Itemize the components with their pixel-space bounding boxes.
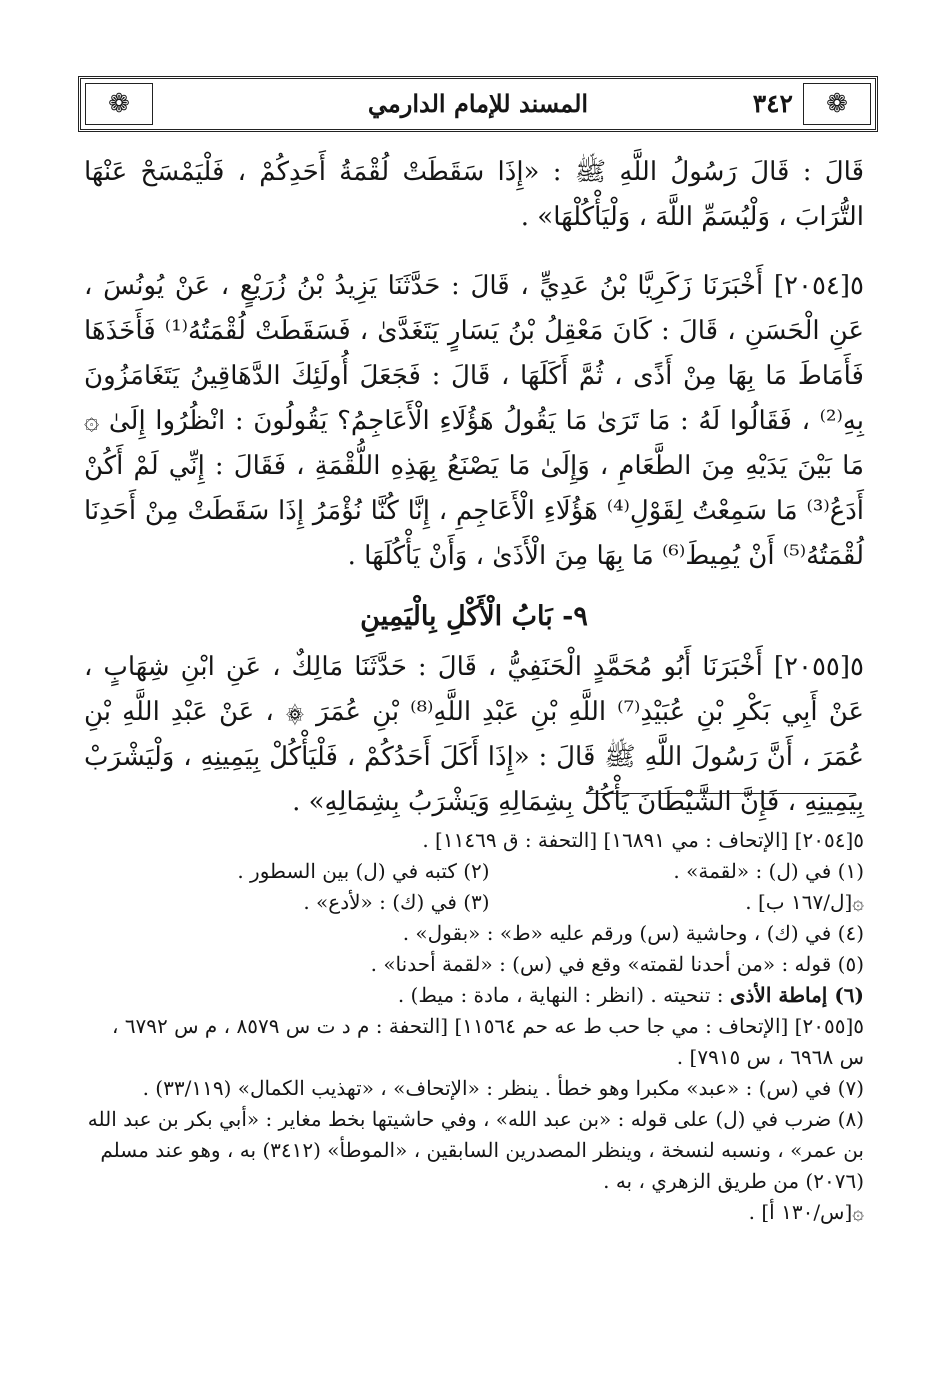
- footnote-6-term: (٦) إماطة الأذى: [729, 983, 864, 1007]
- footnote-2054-ref: ٥[٢٠٥٤] [الإتحاف : مي ١٦٨٩١] [التحفة : ق ١١٤٦٩] .: [422, 828, 864, 852]
- footnote-6-text: : تنحيته . (انظر : النهاية ، مادة : ميط) .: [397, 983, 724, 1007]
- footnote-5: (٥) قوله : «من أحدنا لقمته» وقع في (س) : «لقمة أحدنا» .: [370, 952, 864, 976]
- footnote-divider: [586, 793, 856, 794]
- main-text: [84, 150, 864, 825]
- footnote-7: (٧) في (س) : «عبد» مكبرا وهو خطأ . ينظر : «الإتحاف» ، «تهذيب الكمال» (٣٣/١١٩) .: [142, 1076, 864, 1100]
- manuscript-marker: ۞[س/١٣٠ أ] .: [748, 1200, 864, 1224]
- page-header: [78, 76, 878, 132]
- footnotes: [84, 825, 864, 1228]
- footnote-3: (٣) في (ك) : «لأدع» .: [303, 890, 490, 914]
- continuation-paragraph: قَالَ : قَالَ رَسُولُ اللَّهِ ﷺ : «إِذَا سَقَطَتْ لُقْمَةُ أَحَدِكُمْ ، فَلْيَمْسَحْ عَنْهَا التُّرَابَ ، وَلْيُسَمِّ اللَّهَ ، وَلْيَأْكُلْهَا» .: [84, 157, 864, 232]
- book-title: المسند للإمام الدارمي: [367, 89, 589, 118]
- footnote-2055-ref: ٥[٢٠٥٥] [الإتحاف : مي جا حب ط عه حم ١١٥٦٤] [التحفة : م د ت س ٨٥٧٩ ، م س ٦٧٩٢ ، س ٦٩٦٨ ، س ٧٩١٥] .: [112, 1014, 864, 1069]
- footnote-8: (٨) ضرب في (ل) على قوله : «بن عبد الله» ، وفي حاشيتها بخط مغاير : «أبي بكر بن عبد الله بن عمر» ، ونسبه لنسخة ، وينظر المصدرين السابقين ، «الموطأ» (٣٤١٢) به ، وهو عند مسلم (٢٠٧٦) من طريق الزهري ، به .: [87, 1107, 864, 1193]
- hadith-2054: ٥[٢٠٥٤] أَخْبَرَنَا زَكَرِيَّا بْنُ عَدِيٍّ ، قَالَ : حَدَّثَنَا يَزِيدُ بْنُ زُرَيْعٍ ، عَنْ يُونُسَ ، عَنِ الْحَسَنِ ، قَالَ : كَانَ مَعْقِلُ بْنُ يَسَارٍ يَتَغَدَّىٰ ، فَسَقَطَتْ لُقْمَتُهُ⁽¹⁾ فَأَخَذَهَا فَأَمَاطَ مَا بِهَا مِنْ أَذًى ، ثُمَّ أَكَلَهَا ، قَالَ : فَجَعَلَ أُولَئِكَ الدَّهَاقِينُ يَتَغَامَزُونَ بِهِ⁽²⁾ ، فَقَالُوا لَهُ : مَا تَرَىٰ مَا يَقُولُ هَؤُلَاءِ الْأَعَاجِمُ؟ يَقُولُونَ : انْظُرُوا إِلَىٰ ۞ مَا بَيْنَ يَدَيْهِ مِنَ الطَّعَامِ ، وَإِلَىٰ مَا يَصْنَعُ بِهَذِهِ اللُّقْمَةِ ، فَقَالَ : إِنِّي لَمْ أَكُنْ أَدَعُ⁽³⁾ مَا سَمِعْتُ لِقَوْلِ⁽⁴⁾ هَؤُلَاءِ الْأَعَاجِمِ ، إِنَّا كُنَّا نُؤْمَرُ إِذَا سَقَطَتْ مِنْ أَحَدِنَا لُقْمَتُهُ⁽⁵⁾ أَنْ يُمِيطَ⁽⁶⁾ مَا بِهَا مِنَ الْأَذَىٰ ، وَأَنْ يَأْكُلَهَا .: [84, 271, 865, 571]
- footnote-row: [84, 887, 864, 918]
- footnote-6: [84, 980, 864, 1011]
- footnote-1: (١) في (ل) : «لقمة» .: [673, 859, 864, 883]
- page-number: ٣٤٢: [752, 89, 793, 118]
- chapter-heading: ٩- بَابُ الْأَكْلِ بِالْيَمِينِ: [360, 601, 588, 632]
- footnote-row: [84, 856, 864, 887]
- footnote-2: (٢) كتبه في (ل) بين السطور .: [237, 859, 490, 883]
- footnote-4: (٤) في (ك) ، وحاشية (س) ورقم عليه «ط» : «بقول» .: [402, 921, 864, 945]
- hadith-2055: ٥[٢٠٥٥] أَخْبَرَنَا أَبُو مُحَمَّدٍ الْحَنَفِيُّ ، قَالَ : حَدَّثَنَا مَالِكٌ ، عَنِ ابْنِ شِهَابٍ ، عَنْ أَبِي بَكْرِ بْنِ عُبَيْدِ⁽⁷⁾ اللَّهِ بْنِ عَبْدِ اللَّهِ⁽⁸⁾ بْنِ عُمَرَ ۞ ، عَنْ عَبْدِ اللَّهِ بْنِ عُمَرَ ، أَنَّ رَسُولَ اللَّهِ ﷺ قَالَ : «إِذَا أَكَلَ أَحَدُكُمْ ، فَلْيَأْكُلْ بِيَمِينِهِ ، وَلْيَشْرَبْ بِيَمِينِهِ ، فَإِنَّ الشَّيْطَانَ يَأْكُلُ بِشِمَالِهِ وَيَشْرَبُ بِشِمَالِهِ» .: [84, 652, 865, 817]
- ornament-right: ❁: [803, 83, 871, 125]
- manuscript-marker: ۞[ل/١٦٧ ب] .: [745, 890, 864, 914]
- ornament-left: ❁: [85, 83, 153, 125]
